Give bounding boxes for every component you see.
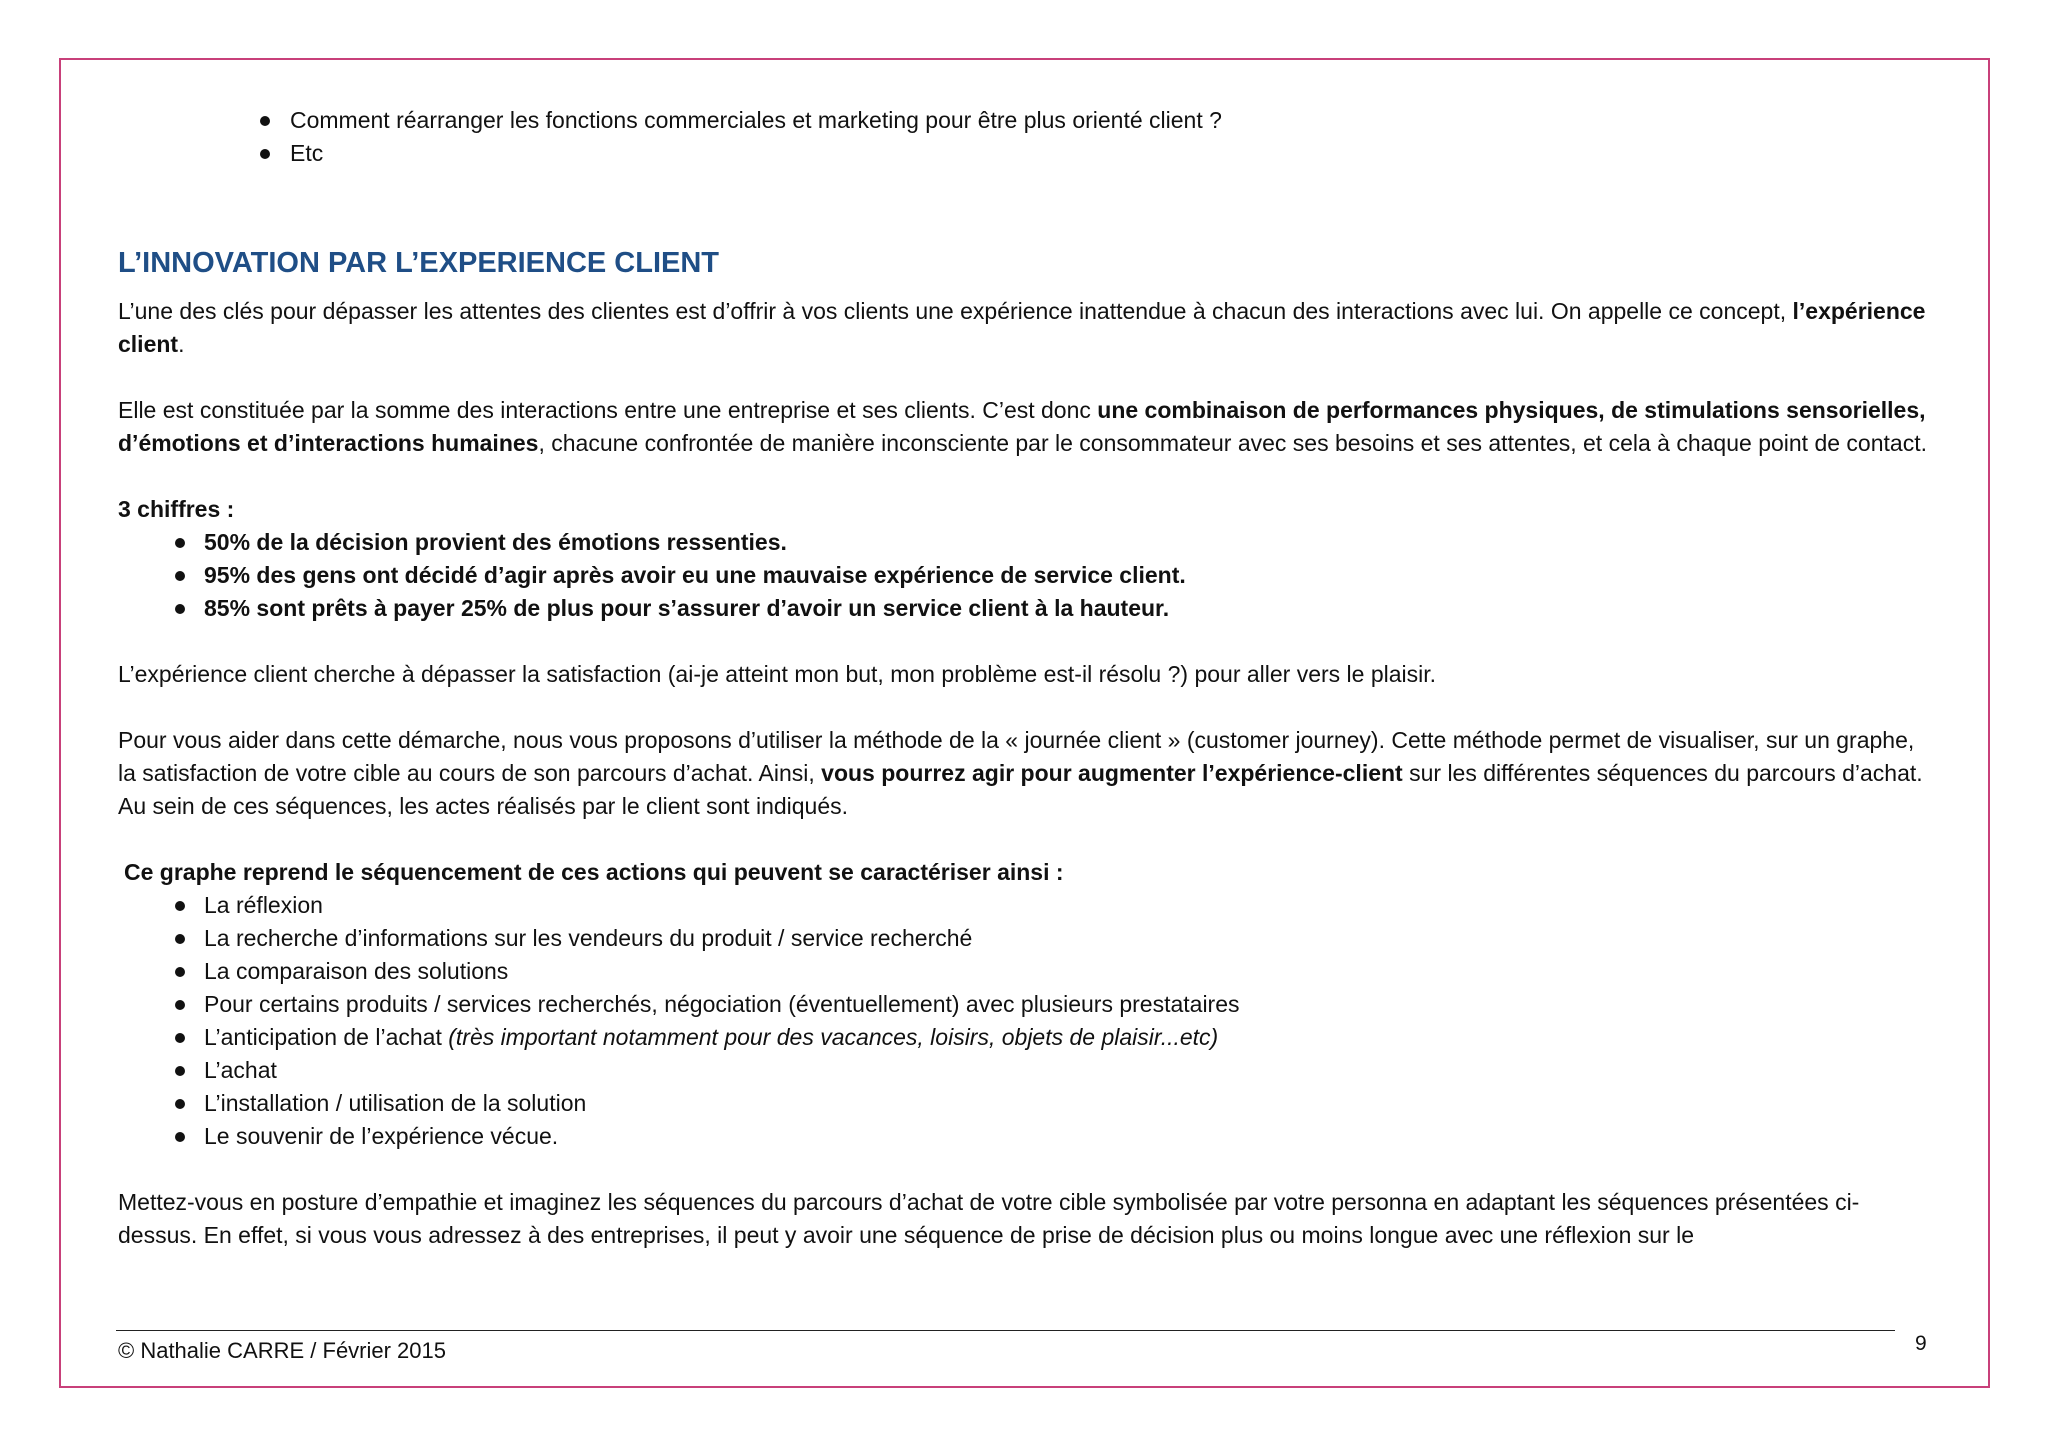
paragraph-empathy: Mettez-vous en posture d’empathie et imaginez les séquences du parcours d’achat de votre cible symbolisée par votre personna en adaptant les séquences présentées ci-dessus. En effet, si vous vous adressez à des entreprises, il peut y avoir une séquence de prise de décision plus ou moins longue avec une réflexion sur le [118, 1189, 1860, 1248]
list-item: La comparaison des solutions [204, 955, 1938, 988]
page-content [118, 104, 1938, 1252]
list-item-italic: (très important notamment pour des vacances, loisirs, objets de plaisir...etc) [448, 1024, 1219, 1050]
list-item [204, 526, 1938, 559]
section-title: L’INNOVATION PAR L’EXPERIENCE CLIENT [118, 247, 719, 279]
paragraph-bold: l’expérience client [118, 298, 1926, 357]
list-item [204, 559, 1938, 592]
paragraph-text: Pour vous aider dans cette démarche, nous vous proposons d’utiliser la méthode de la « journée client » (customer journey). Cette méthode permet de visualiser, sur un graphe, la satisfaction de votre cible au cours de son parcours d’achat. Ainsi, [118, 727, 1915, 786]
paragraph-text: Elle est constituée par la somme des interactions entre une entreprise et ses clients. C’est donc [118, 397, 1098, 423]
figures-label-text: 3 chiffres : [118, 496, 235, 522]
list-item-text: L’anticipation de l’achat [204, 1024, 449, 1050]
page-number: 9 [1915, 1332, 1927, 1355]
paragraph-text: , chacune confrontée de manière inconsciente par le consommateur avec ses besoins et ses attentes, et cela à chaque point de contact. [538, 430, 1927, 456]
paragraph-bold: vous pourrez agir pour augmenter l’expérience-client [821, 760, 1403, 786]
figure-text: 50% de la décision provient des émotions ressenties. [204, 529, 787, 555]
paragraph-text: sur les différentes séquences du parcours d’achat. Au sein de ces séquences, les actes réalisés par le client sont indiqués. [118, 760, 1923, 819]
paragraph-text: . [178, 331, 185, 357]
figures-list [118, 526, 1938, 625]
list-item: Comment réarranger les fonctions commerciales et marketing pour être plus orienté client ? [290, 104, 1938, 137]
paragraph-intro [118, 295, 1938, 361]
list-item: Le souvenir de l’expérience vécue. [204, 1120, 1938, 1153]
figure-text: 95% des gens ont décidé d’agir après avoir eu une mauvaise expérience de service client. [204, 562, 1186, 588]
footer-copyright: © Nathalie CARRE / Février 2015 [118, 1338, 447, 1363]
paragraph-bold: une combinaison de performances physiques, de stimulations sensorielles, d’émotions et d’interactions humaines [118, 397, 1926, 456]
paragraph-customer-journey [118, 724, 1938, 823]
footer-divider [116, 1330, 1895, 1331]
list-item: L’achat [204, 1054, 1938, 1087]
list-item: Etc [290, 137, 1938, 170]
list-item: La réflexion [204, 889, 1938, 922]
figure-text: 85% sont prêts à payer 25% de plus pour s’assurer d’avoir un service client à la hauteur. [204, 595, 1170, 621]
list-item: Pour certains produits / services recherchés, négociation (éventuellement) avec plusieurs prestataires [204, 988, 1938, 1021]
paragraph-definition [118, 394, 1938, 460]
sequence-label [118, 856, 1938, 889]
list-item [204, 1021, 1938, 1054]
figures-label [118, 493, 1938, 526]
list-item: La recherche d’informations sur les vendeurs du produit / service recherché [204, 922, 1938, 955]
paragraph-text: L’une des clés pour dépasser les attentes des clientes est d’offrir à vos clients une expérience inattendue à chacun des interactions avec lui. On appelle ce concept, [118, 298, 1793, 324]
paragraph-satisfaction: L’expérience client cherche à dépasser la satisfaction (ai-je atteint mon but, mon problème est-il résolu ?) pour aller vers le plaisir. [118, 661, 1437, 687]
sequence-label-text: Ce graphe reprend le séquencement de ces actions qui peuvent se caractériser ainsi : [124, 859, 1064, 885]
list-item [204, 592, 1938, 625]
list-item: L’installation / utilisation de la solution [204, 1087, 1938, 1120]
sequence-list [118, 889, 1938, 1153]
top-bullet-list [118, 104, 1938, 170]
